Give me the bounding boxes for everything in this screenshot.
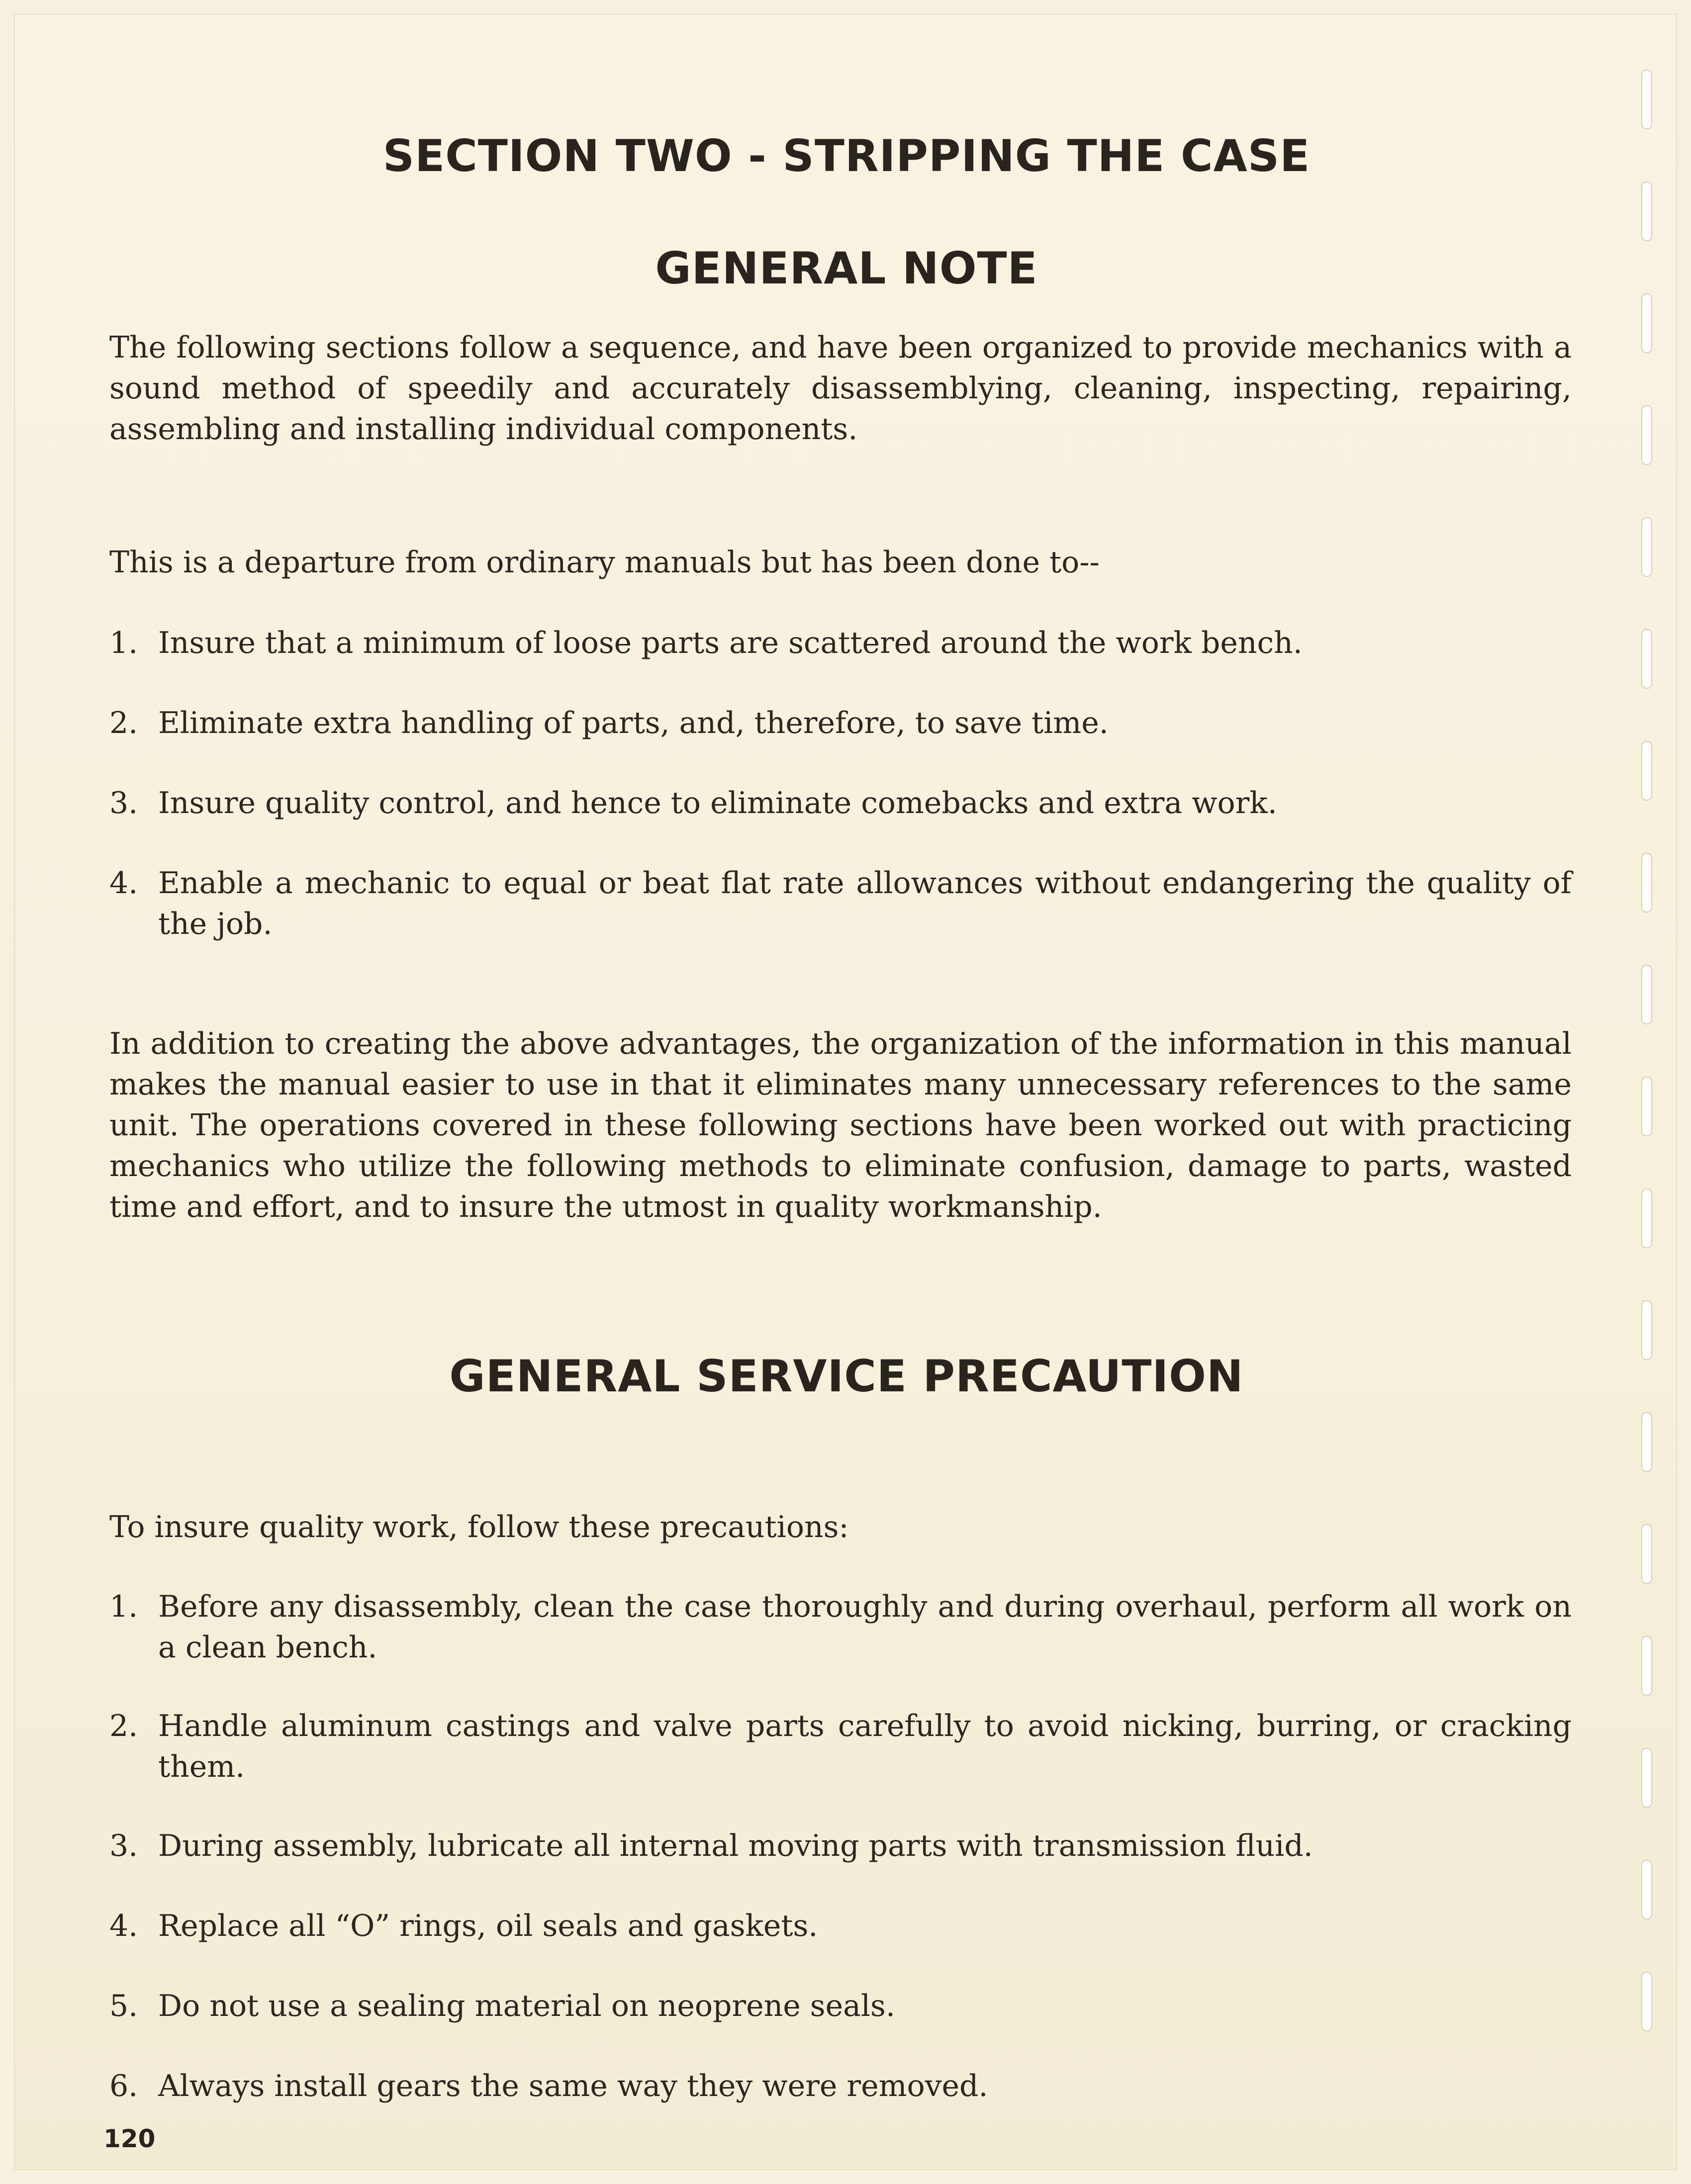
punch-hole bbox=[1641, 1077, 1652, 1136]
punch-hole bbox=[1641, 1748, 1652, 1808]
general-note-intro: The following sections follow a sequence, and have been organized to provide mechanics with a sound method of speedily and accurately disassemblying, cleaning, inspecting, repairing, assembling and installing individual components. bbox=[109, 330, 1572, 447]
punch-hole bbox=[1641, 1636, 1652, 1696]
list-item bbox=[109, 863, 1572, 944]
punch-hole bbox=[1641, 853, 1652, 912]
list-item-number: 2. bbox=[109, 1709, 138, 1743]
list-item-text: Before any disassembly, clean the case thoroughly and during overhaul, perform all work on a clean bench. bbox=[158, 1589, 1572, 1665]
general-note-heading: GENERAL NOTE bbox=[655, 243, 1038, 294]
list-item-number: 6. bbox=[109, 2069, 138, 2103]
punch-hole bbox=[1641, 293, 1652, 353]
punch-hole bbox=[1641, 1412, 1652, 1472]
punch-hole bbox=[1641, 965, 1652, 1024]
list-item-text: Replace all “O” rings, oil seals and gaskets. bbox=[158, 1909, 818, 1943]
list-item-number: 1. bbox=[109, 626, 138, 660]
list-item bbox=[109, 783, 1572, 823]
list-item bbox=[109, 1825, 1572, 1866]
punch-hole bbox=[1641, 70, 1652, 129]
precautions-intro: To insure quality work, follow these precautions: bbox=[109, 1510, 849, 1545]
departure-statement: This is a departure from ordinary manuals but has been done to-- bbox=[109, 545, 1100, 580]
punch-hole bbox=[1641, 741, 1652, 801]
binding-punch-holes bbox=[1641, 70, 1656, 2108]
list-item-number: 5. bbox=[109, 1989, 138, 2023]
list-item-number: 1. bbox=[109, 1589, 138, 1624]
list-item-text: Insure quality control, and hence to eliminate comebacks and extra work. bbox=[158, 786, 1277, 820]
punch-hole bbox=[1641, 405, 1652, 465]
section-title: SECTION TWO - STRIPPING THE CASE bbox=[382, 130, 1311, 182]
list-item-number: 4. bbox=[109, 866, 138, 901]
page-number: 120 bbox=[103, 2124, 156, 2153]
list-item-text: Always install gears the same way they were removed. bbox=[158, 2069, 988, 2103]
list-item-text: Handle aluminum castings and valve parts carefully to avoid nicking, burring, or cracking them. bbox=[158, 1709, 1572, 1784]
list-item-text: Enable a mechanic to equal or beat flat rate allowances without endangering the quality of the job. bbox=[158, 866, 1572, 941]
manual-page bbox=[14, 14, 1677, 2170]
punch-hole bbox=[1641, 182, 1652, 241]
punch-hole bbox=[1641, 1860, 1652, 1919]
list-item bbox=[109, 2066, 1572, 2106]
list-item-text: Do not use a sealing material on neoprene seals. bbox=[158, 1989, 895, 2023]
general-service-precaution-heading: GENERAL SERVICE PRECAUTION bbox=[449, 1351, 1244, 1402]
list-item-number: 2. bbox=[109, 706, 138, 740]
list-item bbox=[109, 623, 1572, 663]
list-item-number: 3. bbox=[109, 786, 138, 820]
list-item-text: During assembly, lubricate all internal moving parts with transmission fluid. bbox=[158, 1828, 1313, 1863]
punch-hole bbox=[1641, 517, 1652, 577]
general-note-closing: In addition to creating the above advantages, the organization of the information in this manual makes the manual easier to use in that it eliminates many unnecessary references to the same unit. The operations covered in these following sections have been worked out with practicing mechanics who utilize the following methods to eliminate confusion, damage to parts, wasted time and effort, and to insure the utmost in quality workmanship. bbox=[109, 1026, 1572, 1224]
list-item bbox=[109, 1586, 1572, 1668]
list-item bbox=[109, 1986, 1572, 2026]
list-item-number: 4. bbox=[109, 1909, 138, 1943]
punch-hole bbox=[1641, 629, 1652, 689]
list-item bbox=[109, 703, 1572, 743]
punch-hole bbox=[1641, 1524, 1652, 1584]
list-item bbox=[109, 1906, 1572, 1946]
list-item-number: 3. bbox=[109, 1828, 138, 1863]
punch-hole bbox=[1641, 1972, 1652, 2031]
list-item-text: Eliminate extra handling of parts, and, therefore, to save time. bbox=[158, 706, 1109, 740]
list-item bbox=[109, 1706, 1572, 1787]
list-item-text: Insure that a minimum of loose parts are scattered around the work bench. bbox=[158, 626, 1303, 660]
punch-hole bbox=[1641, 1188, 1652, 1248]
